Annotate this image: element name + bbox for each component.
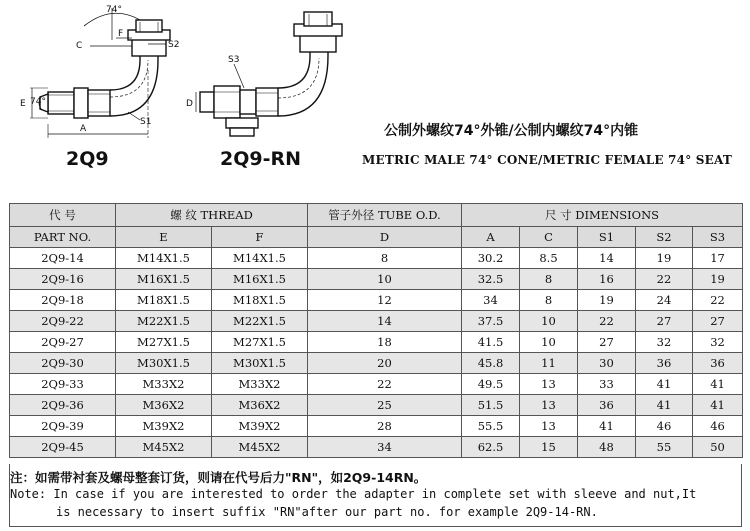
cell-a: 34	[462, 290, 520, 311]
cell-d: 22	[308, 374, 462, 395]
cell-part: 2Q9-14	[10, 248, 116, 269]
cell-s3: 32	[693, 332, 743, 353]
header-thread: 螺 纹 THREAD	[116, 204, 308, 227]
cell-s3: 36	[693, 353, 743, 374]
header-s1: S1	[578, 227, 636, 248]
cell-d: 8	[308, 248, 462, 269]
cell-c: 15	[520, 437, 578, 458]
cell-c: 13	[520, 395, 578, 416]
cell-e: M30X1.5	[116, 353, 212, 374]
cell-e: M27X1.5	[116, 332, 212, 353]
cell-s2: 55	[636, 437, 693, 458]
cell-s2: 36	[636, 353, 693, 374]
cell-d: 10	[308, 269, 462, 290]
cell-c: 10	[520, 311, 578, 332]
note-english-line1: Note: In case if you are interested to order the adapter in complete set with sleeve and nut,It	[10, 487, 697, 501]
cell-s3: 41	[693, 395, 743, 416]
cell-f: M18X1.5	[212, 290, 308, 311]
cell-f: M39X2	[212, 416, 308, 437]
cell-c: 13	[520, 416, 578, 437]
cell-part: 2Q9-18	[10, 290, 116, 311]
header-tube: 管子外径 TUBE O.D.	[308, 204, 462, 227]
cell-s3: 50	[693, 437, 743, 458]
title-chinese: 公制外螺纹74°外锥/公制内螺纹74°内锥	[384, 123, 639, 139]
c-label: C	[76, 41, 83, 51]
table-row	[10, 374, 743, 395]
s3-label: S3	[228, 55, 240, 65]
cell-s1: 33	[578, 374, 636, 395]
cell-e: M39X2	[116, 416, 212, 437]
cell-s1: 27	[578, 332, 636, 353]
cell-s1: 16	[578, 269, 636, 290]
cell-a: 45.8	[462, 353, 520, 374]
table-row	[10, 437, 743, 458]
cell-s2: 41	[636, 395, 693, 416]
header-s2: S2	[636, 227, 693, 248]
table-row	[10, 395, 743, 416]
cell-a: 32.5	[462, 269, 520, 290]
s1-label: S1	[140, 117, 152, 127]
d-label: D	[186, 99, 193, 109]
cell-a: 62.5	[462, 437, 520, 458]
cell-s2: 19	[636, 248, 693, 269]
model-2q9-rn-label: 2Q9-RN	[220, 148, 302, 170]
cell-s1: 36	[578, 395, 636, 416]
cell-a: 51.5	[462, 395, 520, 416]
model-2q9-label: 2Q9	[66, 148, 109, 170]
cell-d: 18	[308, 332, 462, 353]
cell-f: M45X2	[212, 437, 308, 458]
header-d: D	[308, 227, 462, 248]
header-c: C	[520, 227, 578, 248]
cell-a: 41.5	[462, 332, 520, 353]
cell-e: M33X2	[116, 374, 212, 395]
note-chinese: 注：如需带衬套及螺母整套订货，则请在代号后力"RN"，如2Q9-14RN。	[10, 470, 427, 485]
cell-s3: 22	[693, 290, 743, 311]
cell-s3: 27	[693, 311, 743, 332]
cell-e: M18X1.5	[116, 290, 212, 311]
cell-e: M36X2	[116, 395, 212, 416]
cell-f: M30X1.5	[212, 353, 308, 374]
cell-d: 34	[308, 437, 462, 458]
cell-a: 30.2	[462, 248, 520, 269]
table-row	[10, 248, 743, 269]
cell-part: 2Q9-22	[10, 311, 116, 332]
cell-f: M22X1.5	[212, 311, 308, 332]
cell-part: 2Q9-30	[10, 353, 116, 374]
spec-table	[9, 203, 743, 458]
cell-s2: 24	[636, 290, 693, 311]
table-row	[10, 269, 743, 290]
s2-label: S2	[168, 40, 180, 50]
cell-a: 49.5	[462, 374, 520, 395]
cell-c: 11	[520, 353, 578, 374]
cell-part: 2Q9-16	[10, 269, 116, 290]
cell-c: 13	[520, 374, 578, 395]
cell-s1: 19	[578, 290, 636, 311]
header-e: E	[116, 227, 212, 248]
cell-f: M16X1.5	[212, 269, 308, 290]
cell-a: 55.5	[462, 416, 520, 437]
cell-d: 12	[308, 290, 462, 311]
angle-label: 74°	[106, 5, 122, 15]
e-label: E	[20, 99, 26, 109]
cell-e: M22X1.5	[116, 311, 212, 332]
table-row	[10, 332, 743, 353]
header-a: A	[462, 227, 520, 248]
cell-part: 2Q9-36	[10, 395, 116, 416]
angle2-label: 74°	[30, 97, 46, 107]
cell-c: 10	[520, 332, 578, 353]
table-row	[10, 290, 743, 311]
cell-s1: 22	[578, 311, 636, 332]
cell-d: 28	[308, 416, 462, 437]
cell-f: M33X2	[212, 374, 308, 395]
cell-f: M36X2	[212, 395, 308, 416]
cell-part: 2Q9-39	[10, 416, 116, 437]
header-part-no: PART NO.	[10, 227, 116, 248]
cell-e: M45X2	[116, 437, 212, 458]
elbow-2q9-rn	[196, 12, 342, 136]
cell-s2: 32	[636, 332, 693, 353]
a-label: A	[80, 124, 87, 134]
cell-s1: 30	[578, 353, 636, 374]
cell-s3: 19	[693, 269, 743, 290]
header-s3: S3	[693, 227, 743, 248]
header-dimensions: 尺 寸 DIMENSIONS	[462, 204, 743, 227]
cell-s2: 22	[636, 269, 693, 290]
cell-part: 2Q9-33	[10, 374, 116, 395]
cell-c: 8	[520, 269, 578, 290]
note-english-line2: is necessary to insert suffix "RN"after our part no. for example 2Q9-14-RN.	[56, 505, 598, 519]
cell-f: M27X1.5	[212, 332, 308, 353]
cell-s2: 46	[636, 416, 693, 437]
header-row-1	[10, 204, 743, 227]
cell-s3: 41	[693, 374, 743, 395]
cell-s1: 48	[578, 437, 636, 458]
cell-a: 37.5	[462, 311, 520, 332]
cell-d: 20	[308, 353, 462, 374]
cell-d: 14	[308, 311, 462, 332]
cell-s2: 27	[636, 311, 693, 332]
cell-part: 2Q9-45	[10, 437, 116, 458]
cell-s1: 41	[578, 416, 636, 437]
cell-c: 8.5	[520, 248, 578, 269]
cell-c: 8	[520, 290, 578, 311]
cell-f: M14X1.5	[212, 248, 308, 269]
cell-s3: 46	[693, 416, 743, 437]
cell-d: 25	[308, 395, 462, 416]
cell-s1: 14	[578, 248, 636, 269]
cell-e: M14X1.5	[116, 248, 212, 269]
cell-s2: 41	[636, 374, 693, 395]
cell-e: M16X1.5	[116, 269, 212, 290]
title-english: METRIC MALE 74° CONE/METRIC FEMALE 74° SEAT	[362, 153, 732, 167]
f-label: F	[118, 29, 124, 39]
table-row	[10, 353, 743, 374]
cell-s3: 17	[693, 248, 743, 269]
table-row	[10, 416, 743, 437]
table-row	[10, 311, 743, 332]
header-f: F	[212, 227, 308, 248]
header-code: 代 号	[10, 204, 116, 227]
cell-part: 2Q9-27	[10, 332, 116, 353]
header-row-2	[10, 227, 743, 248]
